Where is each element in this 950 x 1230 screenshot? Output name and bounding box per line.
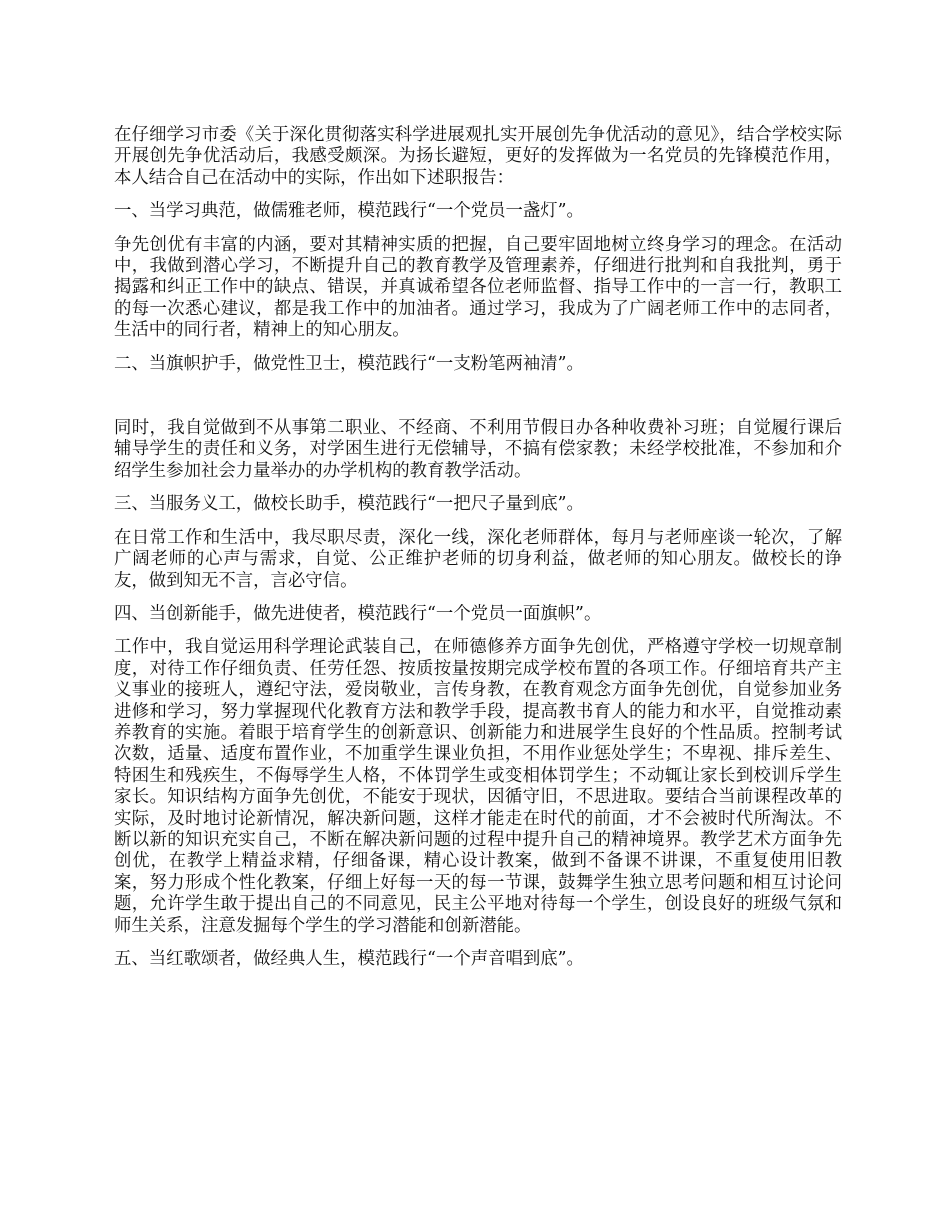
section-paragraph-3: 在日常工作和生活中，我尽职尽责，深化一线，深化老师群体，每月与老师座谈一轮次，了解广阔老师的心声与需求，自觉、公正维护老师的切身利益，做老师的知心朋友。做校长的诤友，做到知无不言，言必守信。 — [114, 527, 842, 591]
section-heading-2: 二、当旗帜护手，做党性卫士，模范践行“一支粉笔两袖清”。 — [114, 353, 584, 374]
intro-paragraph: 在仔细学习市委《关于深化贯彻落实科学进展观扎实开展创先争优活动的意见》，结合学校实际开展创先争优活动后，我感受颇深。为扬长避短，更好的发挥做为一名党员的先锋模范作用，本人结合自己在活动中的实际，作出如下述职报告： — [114, 125, 842, 188]
section-paragraph-4: 工作中，我自觉运用科学理论武装自己，在师德修养方面争先创优，严格遵守学校一切规章制度，对待工作仔细负责、任劳任怨、按质按量按期完成学校布置的各项工作。仔细培育共产主义事业的接班人，遵纪守法，爱岗敬业，言传身教，在教育观念方面争先创优，自觉参加业务进修和学习，努力掌握现代化教育方法和教学手段，提高教书育人的能力和水平，自觉推动素养教育的实施。着眼于培育学生的创新意识、创新能力和进展学生良好的个性品质。控制考试次数，适量、适度布置作业，不加重学生课业负担，不用作业惩处学生；不卑视、排斥差生、特困生和残疾生，不侮辱学生人格，不体罚学生或变相体罚学生；不动辄让家长到校训斥学生家长。知识结构方面争先创优，不能安于现状，因循守旧，不思进取。要结合当前课程改革的实际，及时地讨论新情况，解决新问题，这样才能走在时代的前面，才不会被时代所淘汰。不断以新的知识充实自己，不断在解决新问题的过程中提升自己的精神境界。教学艺术方面争先创优，在教学上精益求精，仔细备课，精心设计教案，做到不备课不讲课，不重复使用旧教案，努力形成个性化教案，仔细上好每一天的每一节课，鼓舞学生独立思考问题和相互讨论问题，允许学生敢于提出自己的不同意见，民主公平地对待每一个学生，创设良好的班级气氛和师生关系，注意发掘每个学生的学习潜能和创新潜能。 — [114, 637, 842, 936]
document-body — [114, 125, 842, 982]
blank-gap — [114, 387, 842, 418]
section-heading-4: 四、当创新能手，做先进使者，模范践行“一个党员一面旗帜”。 — [114, 603, 602, 624]
section-paragraph-2: 同时，我自觉做到不从事第二职业、不经商、不利用节假日办各种收费补习班；自觉履行课后辅导学生的责任和义务，对学困生进行无偿辅导，不搞有偿家教；未经学校批准，不参加和介绍学生参加社会力量举办的办学机构的教育教学活动。 — [114, 418, 842, 481]
section-heading-3: 三、当服务义工，做校长助手，模范践行“一把尺子量到底”。 — [114, 494, 584, 515]
section-paragraph-1: 争先创优有丰富的内涵，要对其精神实质的把握，自己要牢固地树立终身学习的理念。在活动中，我做到潜心学习，不断提升自己的教育教学及管理素养，仔细进行批判和自我批判，勇于揭露和纠正工作中的缺点、错误，并真诚希望各位老师监督、指导工作中的一言一行，教职工的每一次悉心建议，都是我工作中的加油者。通过学习，我成为了广阔老师工作中的志同者，生活中的同行者，精神上的知心朋友。 — [114, 234, 842, 341]
section-heading-1: 一、当学习典范，做儒雅老师，模范践行“一个党员一盏灯”。 — [114, 201, 584, 222]
section-heading-5: 五、当红歌颂者，做经典人生，模范践行“一个声音唱到底”。 — [114, 949, 584, 969]
